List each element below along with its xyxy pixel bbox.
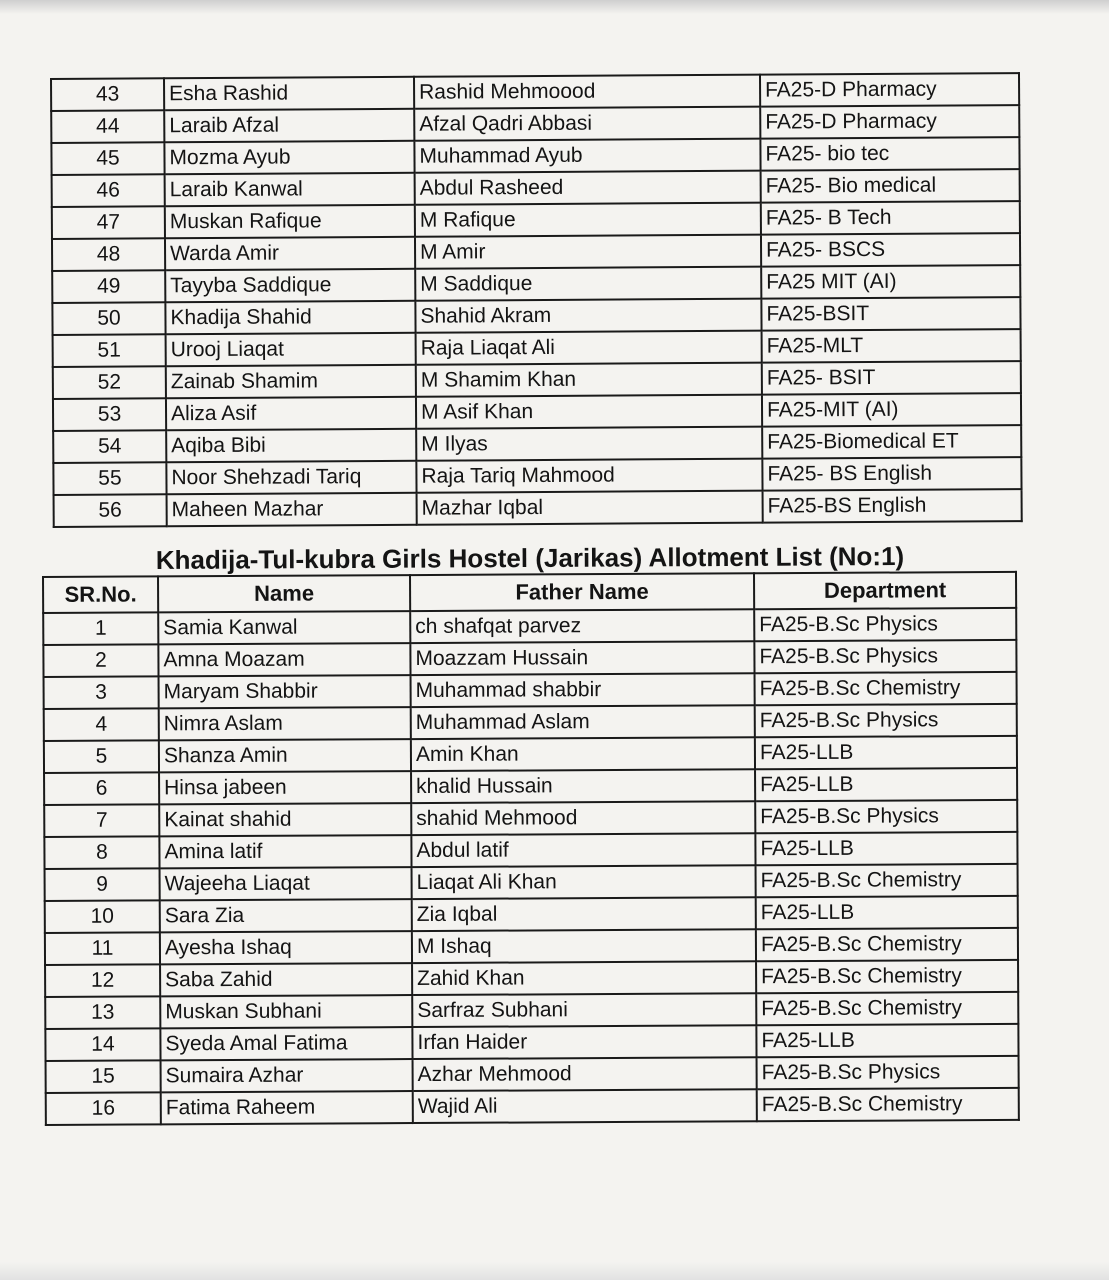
- sr-cell: 45: [51, 142, 164, 175]
- sr-cell: 13: [45, 996, 160, 1029]
- father-name-cell: M Ishaq: [412, 929, 756, 963]
- table-row: [44, 736, 1017, 773]
- name-cell: Esha Rashid: [164, 77, 414, 111]
- department-cell: FA25-LLB: [755, 832, 1017, 865]
- sr-cell: 50: [52, 302, 165, 335]
- department-cell: FA25-LLB: [756, 896, 1018, 929]
- sr-cell: 7: [44, 804, 159, 837]
- department-cell: FA25- BSIT: [762, 361, 1021, 395]
- table-row: [46, 1088, 1019, 1125]
- name-cell: Sara Zia: [160, 899, 412, 932]
- sr-cell: 11: [45, 932, 160, 965]
- sr-cell: 44: [51, 110, 164, 143]
- page-top-shadow: [0, 0, 1109, 14]
- father-name-cell: Rashid Mehmoood: [414, 75, 760, 109]
- name-cell: Syeda Amal Fatima: [160, 1027, 412, 1060]
- father-name-cell: Raja Liaqat Ali: [416, 331, 762, 365]
- table-row: [43, 640, 1016, 677]
- name-cell: Fatima Raheem: [161, 1091, 413, 1124]
- table-row: [54, 489, 1022, 527]
- table-row: [45, 896, 1018, 933]
- sr-cell: 16: [46, 1092, 161, 1125]
- department-cell: FA25-MIT (AI): [762, 393, 1021, 427]
- sr-cell: 53: [53, 398, 166, 431]
- name-cell: Saba Zahid: [160, 963, 412, 996]
- father-name-cell: M Amir: [415, 235, 761, 269]
- father-name-cell: Moazzam Hussain: [410, 641, 754, 675]
- sr-cell: 3: [44, 676, 159, 709]
- department-cell: FA25-LLB: [756, 1024, 1018, 1057]
- table-row: [45, 864, 1018, 901]
- department-cell: FA25-D Pharmacy: [760, 105, 1019, 139]
- table-row: [44, 704, 1017, 741]
- name-cell: Aqiba Bibi: [166, 429, 416, 463]
- sr-cell: 2: [43, 644, 158, 677]
- department-cell: FA25-D Pharmacy: [760, 73, 1019, 107]
- father-name-cell: khalid Hussain: [411, 769, 755, 803]
- header-row: [43, 572, 1016, 613]
- department-cell: FA25- bio tec: [760, 137, 1019, 171]
- father-name-cell: Muhammad Ayub: [414, 139, 760, 173]
- department-cell: FA25- BSCS: [761, 233, 1020, 267]
- department-cell: FA25-B.Sc Physics: [755, 704, 1017, 737]
- father-name-cell: ch shafqat parvez: [410, 609, 754, 643]
- father-name-cell: Liaqat Ali Khan: [412, 865, 756, 899]
- father-name-cell: Sarfraz Subhani: [412, 993, 756, 1027]
- sr-cell: 8: [44, 836, 159, 869]
- sr-cell: 56: [54, 494, 167, 527]
- father-name-cell: Azhar Mehmood: [413, 1057, 757, 1091]
- name-cell: Tayyba Saddique: [165, 269, 415, 303]
- father-name-cell: M Ilyas: [416, 427, 762, 461]
- department-cell: FA25-B.Sc Chemistry: [757, 1088, 1019, 1121]
- father-name-cell: M Rafique: [415, 203, 761, 237]
- name-cell: Laraib Kanwal: [165, 173, 415, 207]
- father-name-header: Father Name: [410, 573, 754, 611]
- department-cell: FA25-B.Sc Chemistry: [756, 928, 1018, 961]
- father-name-cell: Abdul Rasheed: [415, 171, 761, 205]
- father-name-cell: Muhammad Aslam: [411, 705, 755, 739]
- name-cell: Maheen Mazhar: [167, 493, 417, 527]
- department-cell: FA25-B.Sc Physics: [754, 608, 1016, 641]
- name-cell: Urooj Liaqat: [166, 333, 416, 367]
- sr-no-header: SR.No.: [43, 576, 158, 613]
- table-row: [45, 1024, 1018, 1061]
- table-row: [43, 608, 1016, 645]
- name-cell: Mozma Ayub: [164, 141, 414, 175]
- father-name-cell: M Saddique: [415, 267, 761, 301]
- sr-cell: 10: [45, 900, 160, 933]
- table-row: [44, 672, 1017, 709]
- name-cell: Aliza Asif: [166, 397, 416, 431]
- name-cell: Laraib Afzal: [164, 109, 414, 143]
- department-cell: FA25-B.Sc Chemistry: [756, 992, 1018, 1025]
- name-cell: Nimra Aslam: [159, 707, 411, 740]
- father-name-cell: Mazhar Iqbal: [417, 491, 763, 525]
- father-name-cell: shahid Mehmood: [411, 801, 755, 835]
- continued-table-body: [51, 73, 1022, 527]
- department-cell: FA25- Bio medical: [761, 169, 1020, 203]
- table-row: [46, 1056, 1019, 1093]
- hostel-allotment-table: [42, 571, 1020, 1126]
- table-row: [44, 832, 1017, 869]
- department-cell: FA25-BSIT: [761, 297, 1020, 331]
- table-row: [45, 960, 1018, 997]
- sr-cell: 46: [52, 174, 165, 207]
- name-cell: Warda Amir: [165, 237, 415, 271]
- department-cell: FA25-B.Sc Physics: [757, 1056, 1019, 1089]
- sr-cell: 12: [45, 964, 160, 997]
- name-cell: Noor Shehzadi Tariq: [166, 461, 416, 495]
- sr-cell: 49: [52, 270, 165, 303]
- name-cell: Amina latif: [159, 835, 411, 868]
- department-cell: FA25-BS English: [763, 489, 1022, 523]
- father-name-cell: Zahid Khan: [412, 961, 756, 995]
- table-row: [45, 928, 1018, 965]
- name-cell: Amna Moazam: [158, 643, 410, 676]
- name-cell: Shanza Amin: [159, 739, 411, 772]
- name-cell: Ayesha Ishaq: [160, 931, 412, 964]
- department-cell: FA25-MLT: [762, 329, 1021, 363]
- sr-cell: 6: [44, 772, 159, 805]
- department-header: Department: [754, 572, 1016, 609]
- department-cell: FA25-LLB: [755, 768, 1017, 801]
- father-name-cell: Irfan Haider: [412, 1025, 756, 1059]
- name-cell: Wajeeha Liaqat: [160, 867, 412, 900]
- sr-cell: 5: [44, 740, 159, 773]
- table-row: [44, 768, 1017, 805]
- sr-cell: 4: [44, 708, 159, 741]
- name-cell: Khadija Shahid: [165, 301, 415, 335]
- name-cell: Hinsa jabeen: [159, 771, 411, 804]
- allotment-table-body: [43, 608, 1019, 1125]
- sr-cell: 9: [45, 868, 160, 901]
- name-cell: Sumaira Azhar: [161, 1059, 413, 1092]
- department-cell: FA25-B.Sc Physics: [755, 800, 1017, 833]
- sr-cell: 54: [53, 430, 166, 463]
- continued-allotment-table: [50, 72, 1023, 528]
- sr-cell: 14: [45, 1028, 160, 1061]
- allotment-list-title: Khadija-Tul-kubra Girls Hostel (Jarikas) Allotment List (No:1): [155, 541, 905, 575]
- name-cell: Kainat shahid: [159, 803, 411, 836]
- sr-cell: 47: [52, 206, 165, 239]
- name-header: Name: [158, 575, 410, 612]
- sr-cell: 1: [43, 612, 158, 645]
- page-bottom-shadow: [0, 1262, 1109, 1280]
- name-cell: Samia Kanwal: [158, 611, 410, 644]
- department-cell: FA25- B Tech: [761, 201, 1020, 235]
- father-name-cell: Muhammad shabbir: [411, 673, 755, 707]
- father-name-cell: Wajid Ali: [413, 1089, 757, 1123]
- father-name-cell: Raja Tariq Mahmood: [416, 459, 762, 493]
- father-name-cell: M Shamim Khan: [416, 363, 762, 397]
- name-cell: Muskan Rafique: [165, 205, 415, 239]
- department-cell: FA25-LLB: [755, 736, 1017, 769]
- sr-cell: 48: [52, 238, 165, 271]
- sr-cell: 43: [51, 78, 164, 111]
- sr-cell: 55: [53, 462, 166, 495]
- father-name-cell: M Asif Khan: [416, 395, 762, 429]
- father-name-cell: Abdul latif: [411, 833, 755, 867]
- father-name-cell: Shahid Akram: [415, 299, 761, 333]
- department-cell: FA25-B.Sc Chemistry: [756, 864, 1018, 897]
- department-cell: FA25- BS English: [762, 457, 1021, 491]
- name-cell: Maryam Shabbir: [159, 675, 411, 708]
- table-row: [44, 800, 1017, 837]
- department-cell: FA25-B.Sc Chemistry: [756, 960, 1018, 993]
- sr-cell: 51: [53, 334, 166, 367]
- father-name-cell: Amin Khan: [411, 737, 755, 771]
- name-cell: Zainab Shamim: [166, 365, 416, 399]
- sr-cell: 15: [46, 1060, 161, 1093]
- father-name-cell: Afzal Qadri Abbasi: [414, 107, 760, 141]
- allotment-table-header: [43, 572, 1016, 613]
- department-cell: FA25 MIT (AI): [761, 265, 1020, 299]
- table-row: [45, 992, 1018, 1029]
- department-cell: FA25-B.Sc Physics: [754, 640, 1016, 673]
- department-cell: FA25-Biomedical ET: [762, 425, 1021, 459]
- sr-cell: 52: [53, 366, 166, 399]
- name-cell: Muskan Subhani: [160, 995, 412, 1028]
- father-name-cell: Zia Iqbal: [412, 897, 756, 931]
- department-cell: FA25-B.Sc Chemistry: [755, 672, 1017, 705]
